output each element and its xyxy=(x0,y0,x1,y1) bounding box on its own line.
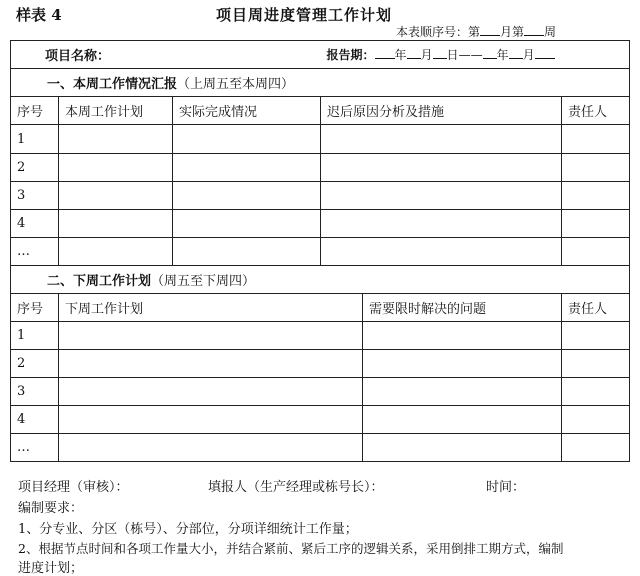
responsible-cell[interactable] xyxy=(562,378,630,406)
table-row xyxy=(11,434,630,462)
requirements-title: 编制要求： xyxy=(18,501,84,516)
project-name-label: 项目名称： xyxy=(45,49,111,64)
this-week-plan-cell[interactable] xyxy=(59,210,173,238)
responsible-cell[interactable] xyxy=(562,125,630,154)
actual-completion-cell[interactable] xyxy=(173,154,321,182)
this-week-plan-cell[interactable] xyxy=(59,238,173,266)
delay-analysis-cell[interactable] xyxy=(321,154,562,182)
seq-prefix: 本表顺序号：第 xyxy=(396,25,481,39)
responsible-cell[interactable] xyxy=(562,210,630,238)
next-week-plan-cell[interactable] xyxy=(59,434,363,462)
next-week-plan-cell[interactable] xyxy=(59,322,363,350)
col-responsible-header: 责任人 xyxy=(562,294,630,322)
actual-completion-cell[interactable] xyxy=(173,125,321,154)
col-actual-completion-header: 实际完成情况 xyxy=(173,97,321,125)
actual-completion-cell[interactable] xyxy=(173,238,321,266)
report-period-cell[interactable]: 报告期： 年 月 日—— 年 月 xyxy=(321,41,630,69)
row-number: 4 xyxy=(11,210,59,238)
col-responsible-header: 责任人 xyxy=(562,97,630,125)
delay-analysis-cell[interactable] xyxy=(321,182,562,210)
project-name-cell[interactable] xyxy=(11,41,321,69)
this-week-plan-cell[interactable] xyxy=(59,154,173,182)
row-number: … xyxy=(11,238,59,266)
row-number: 1 xyxy=(11,125,59,154)
this-week-plan-cell[interactable] xyxy=(59,182,173,210)
actual-completion-cell[interactable] xyxy=(173,182,321,210)
page-title: 项目周进度管理工作计划 xyxy=(216,6,393,24)
responsible-cell[interactable] xyxy=(562,434,630,462)
next-week-plan-cell[interactable] xyxy=(59,378,363,406)
sample-label: 样表 4 xyxy=(16,6,62,24)
table-row xyxy=(11,350,630,378)
week-blank xyxy=(524,23,544,36)
seq-suffix: 周 xyxy=(544,25,557,39)
this-week-plan-cell[interactable] xyxy=(59,125,173,154)
responsible-cell[interactable] xyxy=(562,350,630,378)
section2-title-row xyxy=(11,266,630,294)
section1-title: 一、本周工作情况汇报（上周五至本周四） xyxy=(11,69,630,97)
row-number: 1 xyxy=(11,322,59,350)
responsible-cell[interactable] xyxy=(562,238,630,266)
col-urgent-issues-header: 需要限时解决的问题 xyxy=(363,294,562,322)
row-number: 4 xyxy=(11,406,59,434)
urgent-issues-cell[interactable] xyxy=(363,350,562,378)
project-info-row xyxy=(11,41,630,69)
table-row xyxy=(11,406,630,434)
delay-analysis-cell[interactable] xyxy=(321,210,562,238)
section2-title: 二、下周工作计划（周五至下周四） xyxy=(11,266,630,294)
row-number: 3 xyxy=(11,378,59,406)
table-row xyxy=(11,378,630,406)
col-this-week-plan-header: 本周工作计划 xyxy=(59,97,173,125)
sequence-number xyxy=(396,23,556,40)
section1-header-row xyxy=(11,97,630,125)
filler-label: 填报人（生产经理或栋号长）： xyxy=(208,480,384,495)
progress-form-table xyxy=(10,40,630,462)
table-row xyxy=(11,125,630,154)
requirement-2-continued: 进度计划； xyxy=(18,561,84,576)
table-row xyxy=(11,210,630,238)
col-delay-analysis-header: 迟后原因分析及措施 xyxy=(321,97,562,125)
urgent-issues-cell[interactable] xyxy=(363,434,562,462)
month-blank xyxy=(480,23,500,36)
col-seq-header: 序号 xyxy=(11,294,59,322)
next-week-plan-cell[interactable] xyxy=(59,350,363,378)
seq-mid: 月第 xyxy=(500,25,525,39)
manager-label: 项目经理（审核）： xyxy=(18,480,129,495)
responsible-cell[interactable] xyxy=(562,406,630,434)
col-next-week-plan-header: 下周工作计划 xyxy=(59,294,363,322)
row-number: 2 xyxy=(11,350,59,378)
row-number: … xyxy=(11,434,59,462)
section2-header-row xyxy=(11,294,630,322)
responsible-cell[interactable] xyxy=(562,154,630,182)
section1-title-row xyxy=(11,69,630,97)
delay-analysis-cell[interactable] xyxy=(321,125,562,154)
responsible-cell[interactable] xyxy=(562,182,630,210)
time-label: 时间： xyxy=(486,480,526,495)
delay-analysis-cell[interactable] xyxy=(321,238,562,266)
table-row xyxy=(11,154,630,182)
actual-completion-cell[interactable] xyxy=(173,210,321,238)
table-row xyxy=(11,182,630,210)
report-period-label: 报告期： xyxy=(326,48,375,62)
row-number: 2 xyxy=(11,154,59,182)
col-seq-header: 序号 xyxy=(11,97,59,125)
urgent-issues-cell[interactable] xyxy=(363,322,562,350)
signature-line xyxy=(18,476,526,495)
urgent-issues-cell[interactable] xyxy=(363,378,562,406)
requirement-2: 2、根据节点时间和各项工作量大小，并结合紧前、紧后工序的逻辑关系，采用倒排工期方式，编制 xyxy=(18,541,564,556)
responsible-cell[interactable] xyxy=(562,322,630,350)
urgent-issues-cell[interactable] xyxy=(363,406,562,434)
row-number: 3 xyxy=(11,182,59,210)
next-week-plan-cell[interactable] xyxy=(59,406,363,434)
table-row xyxy=(11,238,630,266)
table-row xyxy=(11,322,630,350)
requirement-1: 1、分专业、分区（栋号）、分部位，分项详细统计工作量； xyxy=(18,522,358,537)
